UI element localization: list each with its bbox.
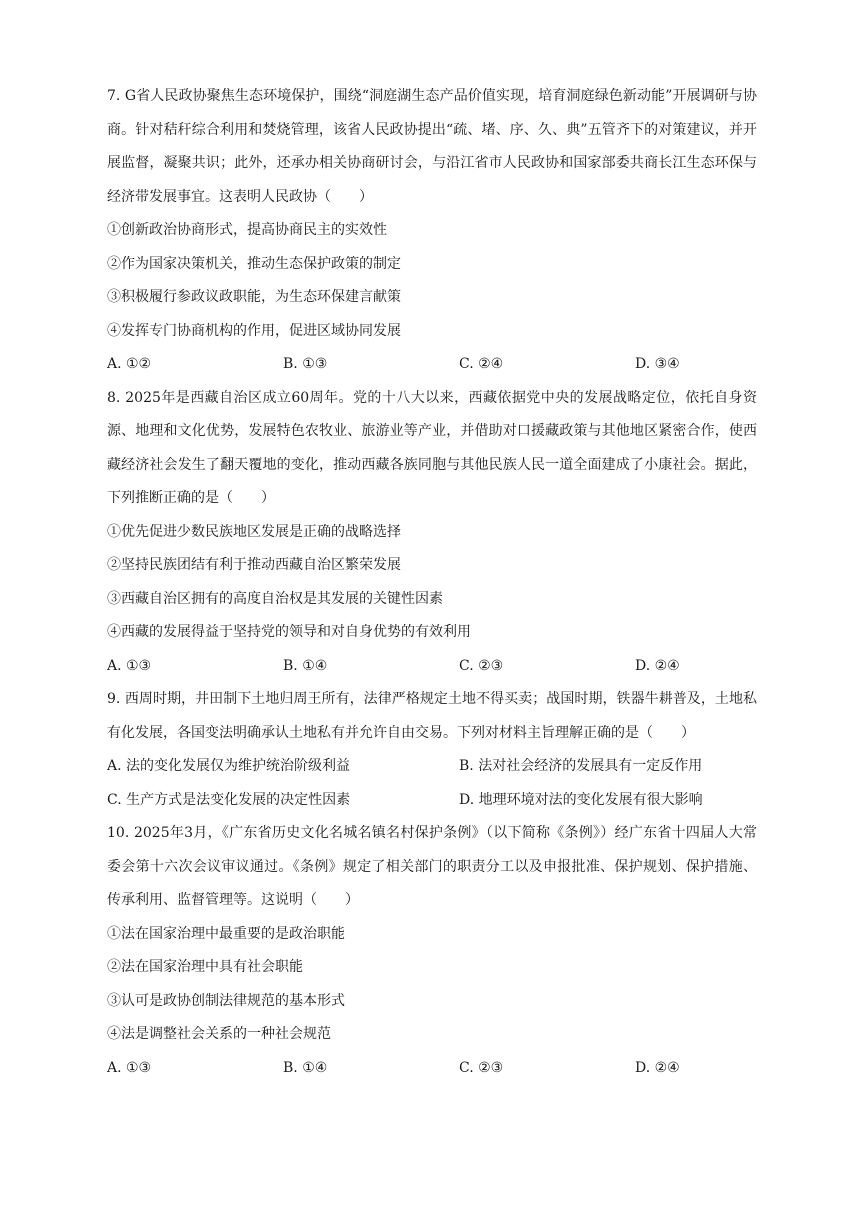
statement-option: ④法是调整社会关系的一种社会规范 xyxy=(107,1026,331,1042)
question-list xyxy=(107,80,757,1085)
choice-a: A. ①② xyxy=(107,356,152,372)
statement-option: ①法在国家治理中最重要的是政治职能 xyxy=(107,925,345,942)
question-7 xyxy=(107,80,757,382)
statement-option: ①创新政治协商形式，提高协商民主的实效性 xyxy=(107,222,387,238)
statement-option: ②法在国家治理中具有社会职能 xyxy=(107,959,303,975)
statement-option: ③西藏自治区拥有的高度自治权是其发展的关键性因素 xyxy=(107,590,443,607)
choice-c: C. ②③ xyxy=(459,1059,504,1076)
choice-d: D. 地理环境对法的变化发展有很大影响 xyxy=(459,791,703,808)
choice-c: C. 生产方式是法变化发展的决定性因素 xyxy=(107,791,351,808)
choice-d: D. ②④ xyxy=(635,657,680,674)
question-8 xyxy=(107,382,757,684)
choice-b: B. ①④ xyxy=(283,1059,328,1076)
choice-b: B. 法对社会经济的发展具有一定反作用 xyxy=(459,758,703,774)
choice-a: A. ①③ xyxy=(107,657,152,674)
answer-choices xyxy=(107,348,757,382)
question-9 xyxy=(107,683,757,817)
statement-option: ④发挥专门协商机构的作用，促进区域协同发展 xyxy=(107,322,401,339)
choice-d: D. ②④ xyxy=(635,1059,680,1076)
question-stem: 9. 西周时期，井田制下土地归周王所有，法律严格规定土地不得买卖；战国时期，铁器牛耕普及，土地私有化发展，各国变法明确承认土地私有并允许自由交易。下列对材料主旨理解正确的是（ ） xyxy=(107,691,757,741)
statement-option: ③认可是政协创制法律规范的基本形式 xyxy=(107,992,345,1009)
choice-a: A. 法的变化发展仅为维护统治阶级利益 xyxy=(107,758,351,774)
choice-a: A. ①③ xyxy=(107,1059,152,1076)
statement-option: ④西藏的发展得益于坚持党的领导和对自身优势的有效利用 xyxy=(107,624,471,640)
answer-choices xyxy=(107,650,757,684)
answer-choices xyxy=(107,1052,757,1086)
statement-option: ③积极履行参政议政职能，为生态环保建言献策 xyxy=(107,289,401,305)
statement-option: ①优先促进少数民族地区发展是正确的战略选择 xyxy=(107,523,401,540)
choice-c: C. ②③ xyxy=(459,657,504,674)
choice-b: B. ①④ xyxy=(283,657,328,674)
answer-choices-row-1 xyxy=(107,750,757,784)
statement-option: ②作为国家决策机关，推动生态保护政策的制定 xyxy=(107,255,401,272)
choice-b: B. ①③ xyxy=(283,356,328,372)
answer-choices-row-2 xyxy=(107,784,757,818)
question-stem: 10. 2025年3月，《广东省历史文化名城名镇名村保护条例》（以下简称《条例》）经广东省十四届人大常委会第十六次会议审议通过。《条例》规定了相关部门的职责分工以及申报批准、保护规划、保护措施、传承利用、监督管理等。这说明（ ） xyxy=(107,825,757,908)
choice-c: C. ②④ xyxy=(459,356,504,372)
question-10 xyxy=(107,817,757,1085)
statement-option: ②坚持民族团结有利于推动西藏自治区繁荣发展 xyxy=(107,557,401,573)
question-stem: 8. 2025年是西藏自治区成立60周年。党的十八大以来，西藏依据党中央的发展战略定位，依托自身资源、地理和文化优势，发展特色农牧业、旅游业等产业，并借助对口援藏政策与其他地区紧密合作，使西藏经济社会发生了翻天覆地的变化，推动西藏各族同胞与其他民族人民一道全面建成了小康社会。据此，下列推断正确的是（ ） xyxy=(107,389,757,506)
question-stem: 7. G省人民政协聚焦生态环境保护，围绕“洞庭湖生态产品价值实现，培育洞庭绿色新动能”开展调研与协商。针对秸秆综合利用和焚烧管理，该省人民政协提出“疏、堵、序、久、典”五管齐下的对策建议，并开展监督，凝聚共识；此外，还承办相关协商研讨会，与沿江省市人民政协和国家部委共商长江生态环保与经济带发展事宜。这表明人民政协（ ） xyxy=(107,88,757,205)
choice-d: D. ③④ xyxy=(635,356,680,372)
